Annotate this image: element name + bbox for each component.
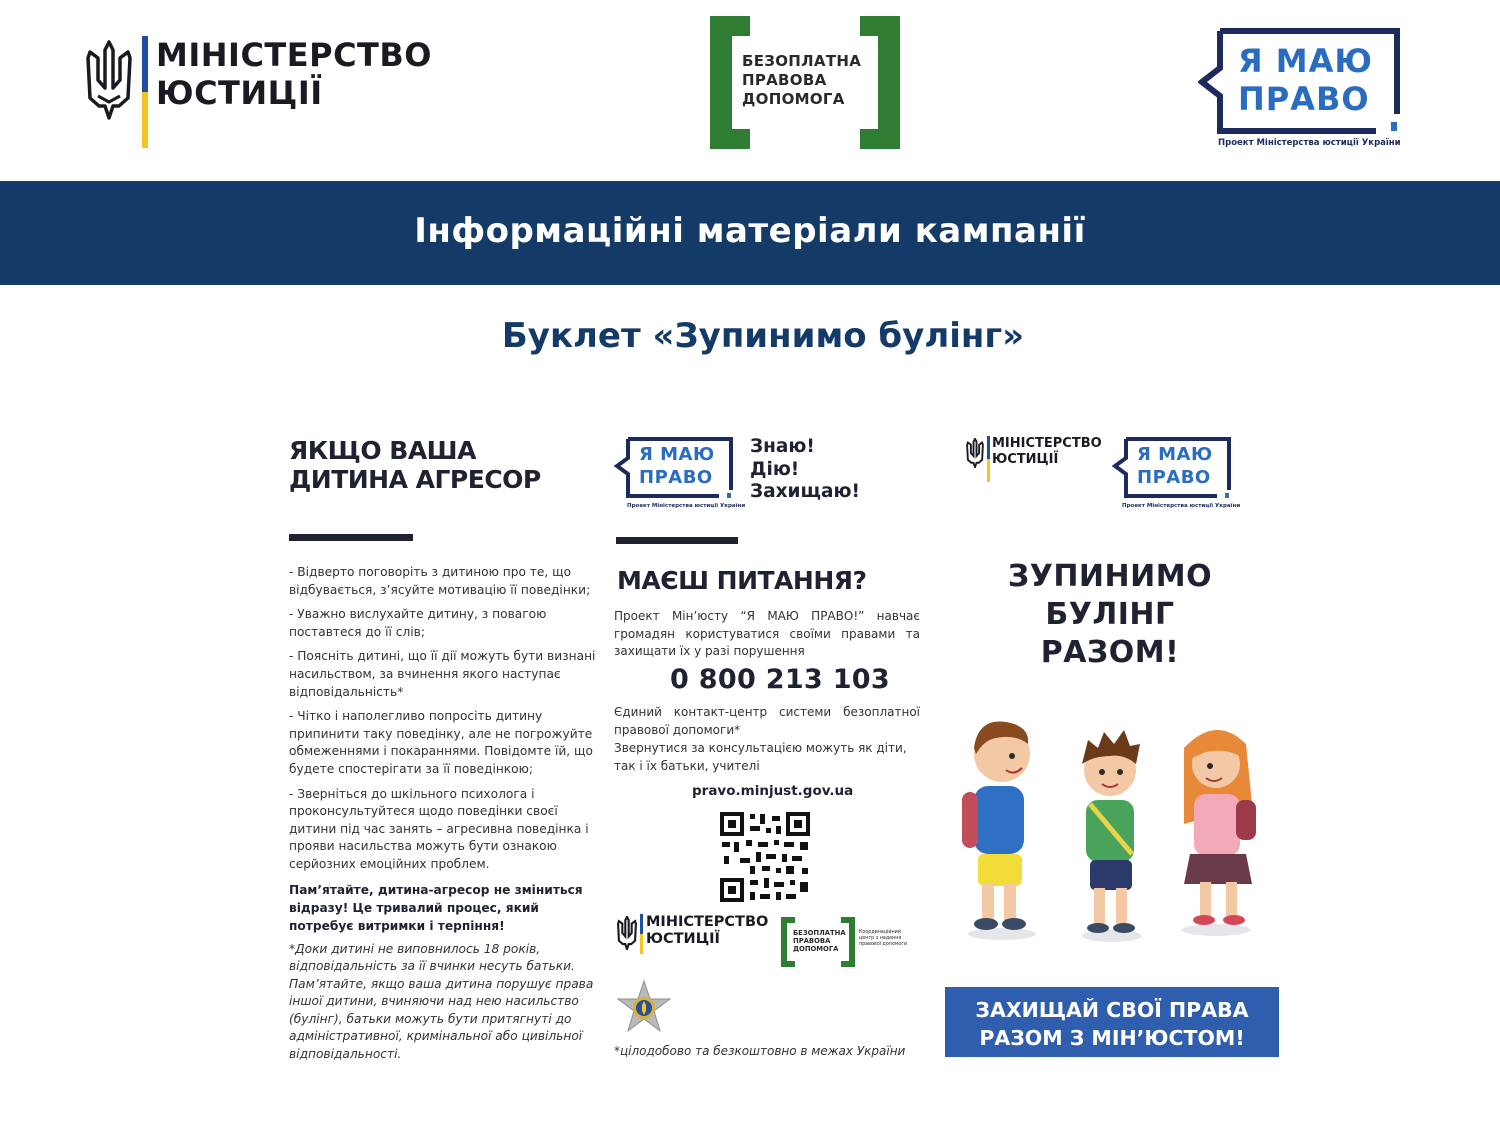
booklet-title: Буклет «Зупинимо булінг» (501, 316, 1025, 356)
hotline-phone: 0 800 213 103 (670, 664, 890, 695)
advice-item: - Уважно вислухайте дитину, з повагою поставтеся до її слів; (289, 607, 547, 639)
stop-heading-line2: БУЛІНГ (1045, 597, 1175, 632)
ya-mayu-pravo-small-logo (1112, 436, 1242, 511)
small-logo-line1: Я МАЮ (639, 444, 715, 465)
aggressor-heading-line2: ДИТИНА АГРЕСОР (289, 465, 541, 494)
campaign-logo-line2: ПРАВО (1238, 80, 1370, 118)
ya-mayu-pravo-logo (1198, 28, 1402, 152)
advice-item: - Поясніть дитині, що її дії можуть бути визнані насильством, за вчинення якого наступає відповідальність* (289, 649, 596, 699)
small-logo-line2: ПРАВО (639, 467, 713, 488)
ministry-small-logo-text (992, 436, 1102, 468)
ukraine-flag-stripe (142, 36, 148, 148)
campaign-logo-line1: Я МАЮ (1238, 42, 1373, 80)
coordination-center-text (859, 930, 907, 948)
ministry-small-logo (614, 914, 774, 954)
free-legal-aid-text (742, 52, 861, 109)
consultation-text: Звернутися за консультацією можуть як діти, так і їх батьки, учителі (614, 741, 907, 773)
cta-line1: ЗАХИЩАЙ СВОЇ ПРАВА (975, 998, 1249, 1022)
divider-bar (289, 534, 413, 541)
right-logo-line1: Я МАЮ (1137, 444, 1213, 465)
coordination-line2: центр з надання (859, 936, 902, 941)
slogan-line3: Захищаю! (750, 481, 860, 502)
coordination-line1: Координаційний (859, 930, 901, 935)
ministry-logo-text (156, 36, 432, 112)
advice-item: - Зверніться до шкільного психолога і проконсультуйтеся щодо поведінки своєї дитини під час занять – агресивна поведінка і прояви насильства можуть бути ознакою серйозних емоційних проблем. (289, 786, 589, 871)
ministry-right-line2: ЮСТИЦІЇ (992, 452, 1059, 467)
child-girl-pink-icon (1182, 730, 1256, 936)
stop-bullying-heading (980, 558, 1240, 672)
ministry-small-line1: МІНІСТЕРСТВО (646, 914, 769, 930)
stop-heading-line3: РАЗОМ! (1040, 635, 1180, 670)
free-legal-aid-small-logo (781, 917, 921, 967)
project-intro: Проект Мін’юсту “Я МАЮ ПРАВО!” навчає громадян користуватися своїми правами та захищати їх у разі порушення (614, 609, 920, 659)
slogan (750, 436, 860, 504)
ministry-small-logo (964, 436, 1104, 486)
ministry-of-justice-logo (84, 36, 432, 148)
bpd-small-line1: БЕЗОПЛАТНА (793, 929, 846, 937)
reminder-text: Пам’ятайте, дитина-агресор не зміниться відразу! Це тривалий процес, який потребує витримки і терпіння! (289, 882, 583, 933)
aggressor-heading (289, 436, 601, 494)
advice-item: - Відверто поговоріть з дитиною про те, що відбувається, з’ясуйте мотивацію її поведінки; (289, 565, 591, 597)
legal-aid-line2: ПРАВОВА (742, 71, 827, 89)
liability-footnote: *Доки дитині не виповнилось 18 років, відповідальність за її вчинки несуть батьки. Пам’ятайте, якщо ваша дитина порушує права іншої дитини, вчиняючи над нею насильство (булінг), батьки можуть бути притягнуті до адміністративної, кримінальної або цивільної відповідальності. (289, 941, 594, 1062)
questions-heading: МАЄШ ПИТАННЯ? (617, 566, 867, 595)
legal-aid-line3: ДОПОМОГА (742, 90, 845, 108)
ya-mayu-pravo-small-logo (614, 436, 744, 511)
slogan-line1: Знаю! (750, 436, 815, 457)
right-logo-line2: ПРАВО (1137, 467, 1211, 488)
free-legal-aid-small-text (793, 929, 846, 953)
right-logo-subtitle: Проект Міністерства юстиції України (1122, 503, 1241, 509)
trident-icon (614, 916, 640, 950)
banner-title: Інформаційні матеріали кампанії (414, 211, 1086, 251)
children-illustration (954, 704, 1274, 944)
slogan-line2: Дію! (750, 458, 800, 480)
legal-aid-line1: БЕЗОПЛАТНА (742, 52, 862, 70)
trident-icon (964, 438, 986, 468)
hotline-footnote: *цілодобово та безкоштовно в межах України (614, 1044, 906, 1058)
bpd-small-line3: ДОПОМОГА (793, 945, 839, 953)
advice-item: - Чітко і наполегливо попросіть дитину припинити таку поведінку, але не погрожуйте обмеженнями і покараннями. Повідомте їй, що будете спостерігати за її поведінкою; (289, 709, 593, 776)
cta-text (945, 996, 1279, 1052)
trident-icon (84, 40, 134, 120)
ministry-small-line2: ЮСТИЦІЇ (646, 931, 720, 947)
ministry-logo-line2: ЮСТИЦІЇ (156, 74, 323, 112)
ukraine-flag-stripe (640, 914, 643, 954)
police-badge-icon (614, 979, 674, 1039)
free-legal-aid-logo (710, 16, 900, 149)
contact-center-text: Єдиний контакт-центр системи безоплатної правової допомоги* (614, 705, 920, 737)
stop-heading-line1: ЗУПИНИМО (1007, 559, 1213, 594)
ukraine-flag-stripe (987, 436, 990, 482)
divider-bar (616, 537, 738, 544)
child-boy-green-icon (1082, 730, 1142, 942)
website-link: pravo.minjust.gov.ua (692, 783, 854, 799)
coordination-line3: правової допомоги (859, 942, 908, 947)
ministry-logo-line1: МІНІСТЕРСТВО (156, 36, 432, 74)
booklet-left-panel (289, 436, 601, 1064)
child-boy-blue-icon (962, 722, 1036, 940)
bpd-small-line2: ПРАВОВА (793, 937, 831, 945)
ministry-right-line1: МІНІСТЕРСТВО (992, 436, 1102, 451)
cta-box (945, 987, 1279, 1057)
cta-line2: РАЗОМ З МІН’ЮСТОМ! (979, 1026, 1245, 1050)
campaign-banner (0, 181, 1500, 285)
qr-code-icon (720, 812, 810, 902)
campaign-logo-subtitle: Проект Міністерства юстиції України (1218, 138, 1401, 148)
ministry-small-logo-text (646, 914, 768, 948)
small-logo-subtitle: Проект Міністерства юстиції України (627, 503, 746, 509)
aggressor-heading-line1: ЯКЩО ВАША (289, 436, 476, 465)
